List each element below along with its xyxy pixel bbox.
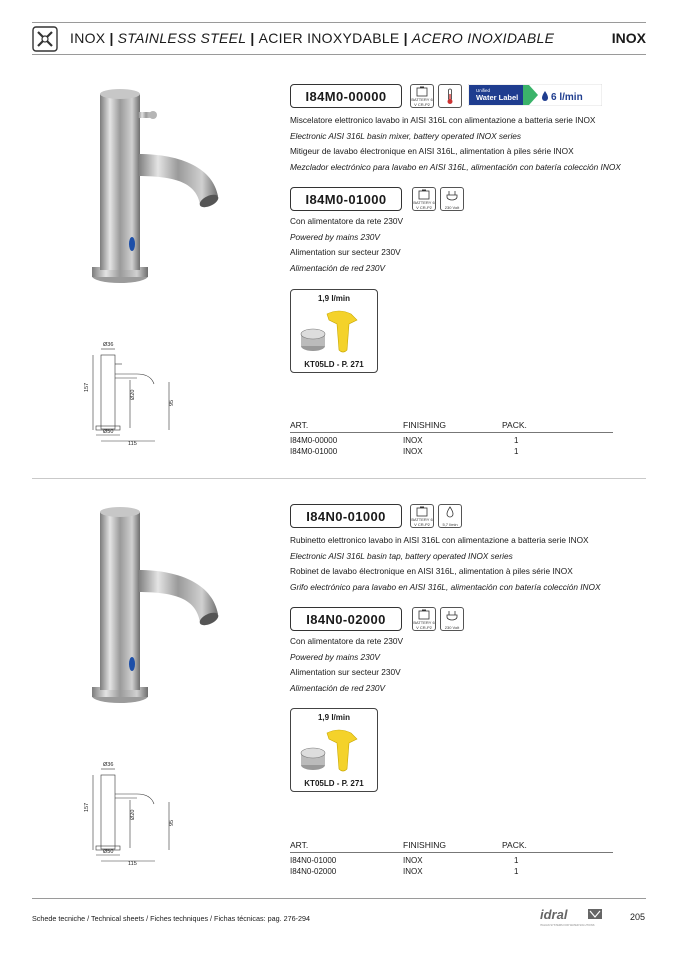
flow-rate-icon: 5,7 l/min bbox=[438, 504, 462, 528]
battery-icon: BATTERY 6 V CR-P2 bbox=[412, 187, 436, 211]
dim-base-diameter: Ø50 bbox=[103, 849, 114, 855]
title-en: STAINLESS STEEL bbox=[117, 30, 247, 46]
tap-photo bbox=[88, 504, 238, 709]
footer-rule bbox=[32, 898, 646, 899]
product-description bbox=[290, 533, 601, 595]
dim-base-diameter: Ø50 bbox=[103, 429, 114, 435]
idral-logo bbox=[538, 906, 608, 928]
dim-spout-diameter: Ø20 bbox=[130, 389, 136, 400]
thermometer-icon bbox=[438, 84, 462, 108]
product-code-primary: I84N0-01000 bbox=[290, 504, 402, 528]
aerator-key-image bbox=[297, 306, 373, 356]
col-pack: PACK. bbox=[502, 840, 527, 850]
dim-top-diameter: Ø36 bbox=[103, 342, 114, 348]
dim-spout-height: 95 bbox=[169, 399, 175, 406]
battery-icon: BATTERY 6 V CR-P2 bbox=[412, 607, 436, 631]
section-label: INOX bbox=[611, 30, 646, 46]
power-description: Con alimentatore da rete 230V Powered by mains 230V Alimentation sur secteur 230V Alimentación de red 230V bbox=[290, 216, 404, 273]
battery-icon: BATTERY 6 V CR-P2 bbox=[410, 504, 434, 528]
table-row: I84M0-00000 bbox=[290, 436, 338, 445]
table-row: I84N0-01000 bbox=[290, 856, 337, 865]
desc-it: Rubinetto elettronico lavabo in AISI 316L con alimentazione a batteria serie INOX bbox=[290, 535, 589, 545]
kit-reference: KT05LD - P. 271 bbox=[304, 360, 364, 369]
col-pack: PACK. bbox=[502, 420, 527, 430]
svg-text:ITALIAN SYSTEMS FOR WATER SOLU: ITALIAN SYSTEMS FOR WATER SOLUTIONS bbox=[540, 924, 595, 927]
water-label-title: Water Label bbox=[476, 93, 519, 102]
page-header bbox=[32, 24, 646, 54]
header-top-rule bbox=[32, 22, 646, 23]
col-art: ART. bbox=[290, 840, 309, 850]
footer-technical-sheets: Schede tecniche / Technical sheets / Fiches techniques / Fichas técnicas: pag. 276-294 bbox=[32, 914, 310, 923]
mains-plug-icon: 230 Volt bbox=[440, 607, 464, 631]
table-row: I84M0-01000 bbox=[290, 447, 338, 456]
page-number: 205 bbox=[629, 912, 645, 922]
title-fr: ACIER INOXYDABLE bbox=[258, 30, 400, 46]
title-es: ACERO INOXIDABLE bbox=[411, 30, 555, 46]
desc-en: Electronic AISI 316L basin tap, battery operated INOX series bbox=[290, 550, 513, 561]
product-code-primary: I84M0-00000 bbox=[290, 84, 402, 108]
title-it: INOX bbox=[70, 30, 106, 46]
water-label-small: Unified bbox=[476, 88, 491, 93]
section-divider bbox=[32, 478, 646, 479]
desc-fr: Mitigeur de lavabo électronique en AISI 316L, alimentation à piles série INOX bbox=[290, 146, 574, 157]
dim-spout-height: 95 bbox=[169, 819, 175, 826]
mains-plug-icon: 230 Volt bbox=[440, 187, 464, 211]
desc-fr: Robinet de lavabo électronique en AISI 316L, alimentation à piles série INOX bbox=[290, 566, 573, 577]
dim-reach: 115 bbox=[128, 861, 137, 866]
dim-top-diameter: Ø36 bbox=[103, 762, 114, 768]
svg-text:idral: idral bbox=[540, 907, 568, 922]
aerator-kit-box bbox=[290, 708, 378, 792]
kit-flow: 1,9 l/min bbox=[317, 713, 350, 722]
mixer-technical-drawing bbox=[82, 340, 182, 446]
tap-technical-drawing bbox=[82, 760, 182, 866]
product-code-secondary: I84N0-02000 bbox=[290, 607, 402, 631]
product-description bbox=[290, 113, 621, 175]
col-finishing: FINISHING bbox=[403, 840, 446, 850]
battery-icon: BATTERY 6 V CR-P2 bbox=[410, 84, 434, 108]
water-label-badge bbox=[468, 84, 602, 106]
dim-reach: 115 bbox=[128, 441, 137, 446]
mixer-photo bbox=[88, 84, 238, 289]
col-finishing: FINISHING bbox=[403, 420, 446, 430]
power-description: Con alimentatore da rete 230V Powered by mains 230V Alimentation sur secteur 230V Alimentación de red 230V bbox=[290, 636, 404, 693]
desc-it: Miscelatore elettronico lavabo in AISI 316L con alimentazione a batteria serie INOX bbox=[290, 115, 596, 125]
col-art: ART. bbox=[290, 420, 309, 430]
crossed-tap-icon bbox=[32, 26, 58, 52]
aerator-key-image bbox=[297, 725, 373, 775]
water-label-flow: 6 l/min bbox=[551, 92, 583, 103]
desc-es: Grifo electrónico para lavabo en AISI 316L, alimentación con batería colección INOX bbox=[290, 581, 601, 592]
dim-spout-diameter: Ø20 bbox=[130, 809, 136, 820]
desc-en: Electronic AISI 316L basin mixer, battery operated INOX series bbox=[290, 130, 522, 141]
aerator-kit-box bbox=[290, 289, 378, 373]
kit-reference: KT05LD - P. 271 bbox=[304, 779, 364, 788]
dim-total-height: 157 bbox=[84, 802, 90, 812]
table-row: I84N0-02000 bbox=[290, 867, 337, 876]
dim-total-height: 157 bbox=[84, 382, 90, 392]
desc-es: Mezclador electrónico para lavabo en AISI 316L, alimentación con batería colección INOX bbox=[290, 161, 621, 172]
page-title: INOX | STAINLESS STEEL | ACIER INOXYDABLE | ACERO INOXIDABLE bbox=[70, 30, 555, 46]
header-bottom-rule bbox=[32, 54, 646, 55]
kit-flow: 1,9 l/min bbox=[317, 294, 350, 303]
product-code-secondary: I84M0-01000 bbox=[290, 187, 402, 211]
